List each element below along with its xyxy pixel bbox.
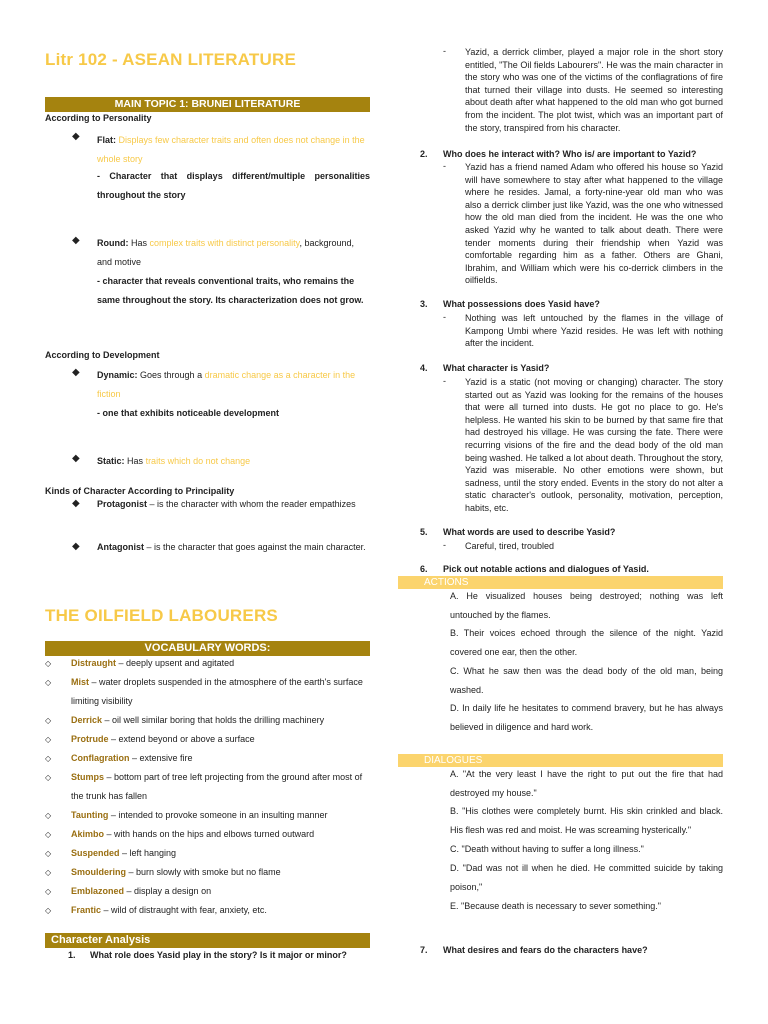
diamond-bullet-icon: ◆	[72, 131, 80, 142]
dynamic-definition: dramatic change as a character in the fiction	[97, 370, 356, 399]
personality-heading: According to Personality	[45, 113, 152, 123]
question-7-number: 7.	[420, 945, 428, 955]
dash-marker: -	[443, 312, 446, 322]
vocab-item	[45, 901, 375, 920]
action-item: D. In daily life he hesitates to commend bravery, but he has always believed in diligence and hard work.	[450, 703, 723, 732]
vocab-term: Akimbo	[71, 829, 105, 839]
vocab-item	[45, 730, 375, 749]
vocab-definition: – extend beyond or above a surface	[108, 734, 255, 744]
vocab-definition: – bottom part of tree left projecting from the ground after most of the trunk has fallen	[71, 772, 363, 801]
vocab-term: Derrick	[71, 715, 103, 725]
hollow-diamond-bullet-icon: ◇	[45, 773, 52, 782]
vocab-item	[45, 806, 375, 825]
question-4-text: What character is Yasid?	[443, 363, 550, 373]
dash-marker: -	[443, 46, 446, 56]
vocab-definition: – left hanging	[119, 848, 177, 858]
vocab-term: Taunting	[71, 810, 109, 820]
diamond-bullet-icon: ◆	[72, 367, 80, 378]
static-label: Static:	[97, 456, 125, 466]
page-title: Litr 102 - ASEAN LITERATURE	[45, 50, 296, 69]
actions-header-bar: ACTIONS	[398, 576, 723, 589]
question-3-text: What possessions does Yasid have?	[443, 299, 600, 309]
hollow-diamond-bullet-icon: ◇	[45, 906, 52, 915]
hollow-diamond-bullet-icon: ◇	[45, 735, 52, 744]
answer-2: Yazid has a friend named Adam who offered his house so Yazid will have somewhere to stay after what happened to the village where he resides. Jamal, a forty-nine-year old man who was also a derrick climber just like Yazid, was the one who witnessed how the old man died from the incident. He was the one who asked Yazid why he wanted to talk about death. There were tender moments during their friendship when Yazid was comfortable regarding him as a father. Others are Ghani, Ibrahim, and William which were his co-derrick climbers in the oilfields.	[465, 162, 723, 286]
vocab-term: Mist	[71, 677, 89, 687]
vocab-definition: – deeply upsent and agitated	[116, 658, 235, 668]
vocab-definition: – burn slowly with smoke but no flame	[126, 867, 281, 877]
answer-4: Yazid is a static (not moving or changing) character. The story started out as Yazid was looking for the remains of the houses that were all turned into dusts. He got no place to go. He's helpless. He wanted his skin to be burned by that same fire that had destroyed his village. He was cursing the fate. There were recurring visions of the fire and the dead body of the old man being washed. He talked a lot about death. Throughout the story, Yazid was miserable. No other emotions were shown, but sadness, until the story ended. Events in the story do not alter a static character's outlook, personality, motivation, perception, habits, etc.	[465, 377, 723, 513]
vocab-item	[45, 863, 375, 882]
hollow-diamond-bullet-icon: ◇	[45, 659, 52, 668]
dialogues-header-bar: DIALOGUES	[398, 754, 723, 767]
vocab-term: Stumps	[71, 772, 105, 782]
question-7-text: What desires and fears do the characters have?	[443, 945, 648, 955]
dash-marker: -	[443, 540, 446, 550]
vocab-term: Smouldering	[71, 867, 127, 877]
round-has: Has	[131, 238, 148, 248]
static-entry	[97, 452, 370, 471]
vocab-definition: – with hands on the hips and elbows turned outward	[104, 829, 315, 839]
round-description: - character that reveals conventional traits, who remains the same throughout the story. Its characterization does not grow.	[97, 276, 364, 305]
vocab-item	[45, 711, 375, 730]
hollow-diamond-bullet-icon: ◇	[45, 811, 52, 820]
question-1-number: 1.	[68, 950, 76, 960]
question-4-number: 4.	[420, 363, 428, 373]
protagonist-entry	[97, 498, 370, 511]
diamond-bullet-icon: ◆	[72, 498, 80, 509]
static-has: Has	[127, 456, 144, 466]
dash-marker: -	[443, 376, 446, 386]
dynamic-description: - one that exhibits noticeable development	[97, 408, 280, 418]
character-analysis-bar: Character Analysis	[45, 933, 370, 948]
dynamic-pre: Goes through a	[140, 370, 203, 380]
hollow-diamond-bullet-icon: ◇	[45, 868, 52, 877]
hollow-diamond-bullet-icon: ◇	[45, 887, 52, 896]
flat-label: Flat:	[97, 135, 116, 145]
vocab-definition: – display a design on	[124, 886, 212, 896]
question-5-text: What words are used to describe Yasid?	[443, 527, 616, 537]
vocab-term: Emblazoned	[71, 886, 125, 896]
antagonist-entry	[97, 541, 370, 554]
flat-definition: Displays few character traits and often does not change in the whole story	[97, 135, 365, 164]
action-item: C. What he saw then was the dead body of the old man, being washed.	[450, 666, 723, 695]
answer-5: Careful, tired, troubled	[465, 541, 555, 551]
diamond-bullet-icon: ◆	[72, 541, 80, 552]
hollow-diamond-bullet-icon: ◇	[45, 849, 52, 858]
answer-3: Nothing was left untouched by the flames in the village of Kampong Umbi where Yazid resides. He was left with nothing after the incident.	[465, 313, 723, 349]
vocab-item	[45, 673, 375, 711]
hollow-diamond-bullet-icon: ◇	[45, 830, 52, 839]
story-title: THE OILFIELD LABOURERS	[45, 606, 278, 625]
hollow-diamond-bullet-icon: ◇	[45, 716, 52, 725]
vocab-definition: – water droplets suspended in the atmosphere of the earth's surface limiting visibility	[71, 677, 363, 706]
dialogue-item: C. "Death without having to suffer a long illness."	[450, 844, 644, 854]
round-entry	[97, 234, 370, 272]
hollow-diamond-bullet-icon: ◇	[45, 754, 52, 763]
vocab-item	[45, 654, 375, 673]
dynamic-entry	[97, 366, 370, 404]
round-definition-tail: , background, and motive	[97, 238, 354, 267]
vocab-term: Frantic	[71, 905, 102, 915]
vocab-term: Protrude	[71, 734, 109, 744]
dialogue-item: A. "At the very least I have the right to put out the fire that had destroyed my house."	[450, 769, 723, 798]
dialogue-item: E. "Because death is necessary to sever something."	[450, 901, 661, 911]
vocab-term: Conflagration	[71, 753, 130, 763]
diamond-bullet-icon: ◆	[72, 453, 80, 464]
flat-entry	[97, 131, 370, 169]
vocab-term: Distraught	[71, 658, 116, 668]
vocab-header-bar: VOCABULARY WORDS:	[45, 641, 370, 656]
question-2-number: 2.	[420, 149, 428, 159]
vocab-item	[45, 825, 375, 844]
main-topic-bar: MAIN TOPIC 1: BRUNEI LITERATURE	[45, 97, 370, 112]
antagonist-label: Antagonist	[97, 542, 144, 552]
vocab-term: Suspended	[71, 848, 120, 858]
round-label: Round:	[97, 238, 129, 248]
protagonist-definition: – is the character with whom the reader empathizes	[149, 499, 356, 509]
dynamic-label: Dynamic:	[97, 370, 138, 380]
vocab-item	[45, 844, 375, 863]
vocab-definition: – oil well similar boring that holds the drilling machinery	[102, 715, 325, 725]
vocab-item	[45, 749, 375, 768]
question-6-text: Pick out notable actions and dialogues of Yasid.	[443, 564, 649, 574]
vocab-item	[45, 768, 375, 806]
action-item: B. Their voices echoed through the silence of the night. Yazid covered one ear, then the other.	[450, 628, 723, 657]
question-6-number: 6.	[420, 564, 428, 574]
vocab-definition: – wild of distraught with fear, anxiety, etc.	[101, 905, 267, 915]
dash-marker: -	[443, 161, 446, 171]
question-1-text: What role does Yasid play in the story? Is it major or minor?	[90, 950, 347, 960]
round-definition: complex traits with distinct personality	[149, 238, 300, 248]
vocab-definition: – intended to provoke someone in an insulting manner	[108, 810, 328, 820]
principality-heading: Kinds of Character According to Principality	[45, 486, 235, 496]
hollow-diamond-bullet-icon: ◇	[45, 678, 52, 687]
action-item: A. He visualized houses being destroyed; nothing was left untouched by the flames.	[450, 591, 723, 620]
dialogue-item: B. "His clothes were completely burnt. His skin crinkled and black. His flesh was red and moist. He was screaming hysterically."	[450, 806, 723, 835]
vocab-item	[45, 882, 375, 901]
protagonist-label: Protagonist	[97, 499, 148, 509]
flat-description: - Character that displays different/multiple personalities throughout the story	[97, 171, 370, 200]
question-2-text: Who does he interact with? Who is/ are important to Yazid?	[443, 149, 697, 159]
answer-1: Yazid, a derrick climber, played a major role in the short story entitled, "The Oil fields Labourers". He was the main character in the story who was one of the victims of the conflagrations of fire that turned their village into dusts. He seemed so interesting about death after what happened to the old man who got burned from the incident. The plot twist, which was an important part of the story, transpired from his character.	[465, 47, 723, 133]
vocab-definition: – extensive fire	[129, 753, 193, 763]
static-definition: traits which do not change	[145, 456, 251, 466]
diamond-bullet-icon: ◆	[72, 235, 80, 246]
antagonist-definition: – is the character that goes against the main character.	[146, 542, 366, 552]
dialogue-item: D. "Dad was not ill when he died. He committed suicide by taking poison,"	[450, 863, 723, 892]
question-5-number: 5.	[420, 527, 428, 537]
development-heading: According to Development	[45, 350, 160, 360]
question-3-number: 3.	[420, 299, 428, 309]
